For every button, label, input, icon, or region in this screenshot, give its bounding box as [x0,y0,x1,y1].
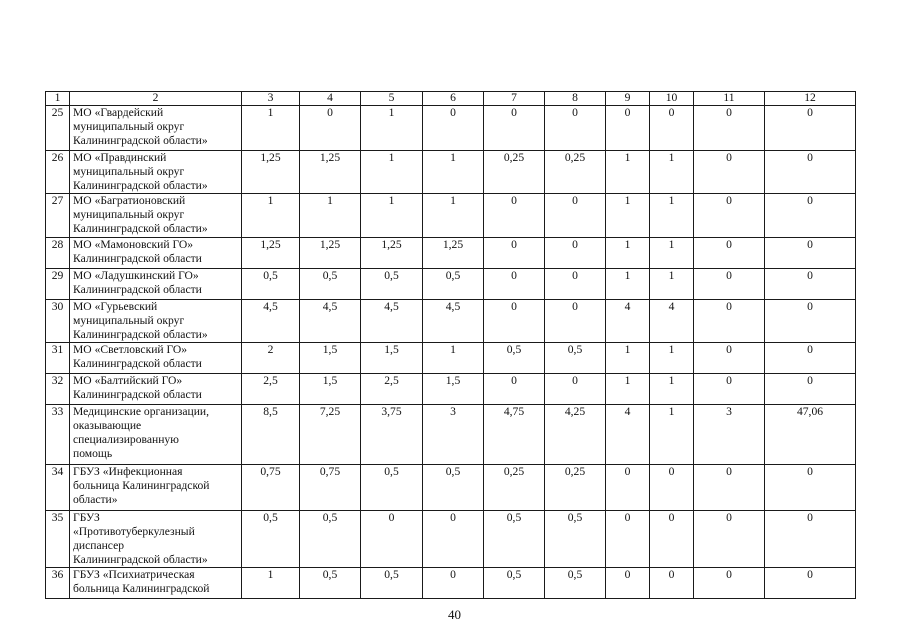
value-cell-col-8: 0 [545,194,606,238]
value-cell-col-12: 0 [765,374,856,405]
organization-name-line: «Противотуберкулезный [73,525,195,538]
organization-name-line: Медицинские организации, [73,405,210,418]
value-cell-col-11: 0 [694,374,765,405]
organization-name-line: ГБУЗ «Инфекционная [73,465,183,478]
organization-name [70,300,242,343]
table-row [46,568,856,599]
value-cell-col-11: 0 [694,106,765,151]
table-row [46,106,856,151]
value-cell-col-12: 0 [765,238,856,269]
column-header-8: 8 [545,92,606,106]
value-cell-col-12: 47,06 [765,405,856,465]
value-cell-col-4: 1,5 [300,343,361,374]
column-header-10: 10 [650,92,694,106]
value-cell-col-9: 4 [606,405,650,465]
value-cell-col-7: 0 [484,374,545,405]
organization-name-line: специализированную [73,433,179,446]
table-row [46,511,856,568]
row-number: 35 [46,511,70,568]
value-cell-col-9: 0 [606,511,650,568]
value-cell-col-11: 0 [694,300,765,343]
row-number: 33 [46,405,70,465]
organization-name-line: Калининградской области [73,252,202,265]
value-cell-col-9: 1 [606,238,650,269]
value-cell-col-12: 0 [765,465,856,511]
value-cell-col-5: 0,5 [361,568,423,599]
table-row [46,238,856,269]
value-cell-col-11: 0 [694,465,765,511]
table-row [46,151,856,194]
value-cell-col-6: 0 [423,511,484,568]
value-cell-col-7: 0,5 [484,343,545,374]
value-cell-col-6: 1 [423,151,484,194]
organization-name [70,568,242,599]
value-cell-col-11: 0 [694,511,765,568]
value-cell-col-10: 1 [650,194,694,238]
column-header-3: 3 [242,92,300,106]
row-number: 26 [46,151,70,194]
organization-name-line: Калининградской области» [73,222,208,235]
table-header-row [46,92,856,106]
value-cell-col-5: 0,5 [361,269,423,300]
organization-name-line: Калининградской области» [73,179,208,192]
value-cell-col-8: 0,5 [545,511,606,568]
table-row [46,374,856,405]
value-cell-col-8: 0,5 [545,568,606,599]
organization-name-line: Калининградской области [73,283,202,296]
value-cell-col-5: 1 [361,106,423,151]
value-cell-col-4: 4,5 [300,300,361,343]
organization-name-line: МО «Мамоновский ГО» [73,238,194,251]
value-cell-col-10: 1 [650,374,694,405]
organization-name-line: диспансер [73,539,125,552]
value-cell-col-6: 0 [423,106,484,151]
value-cell-col-7: 4,75 [484,405,545,465]
value-cell-col-6: 1 [423,194,484,238]
organization-name-line: помощь [73,447,113,460]
value-cell-col-9: 1 [606,151,650,194]
organization-name-line: оказывающие [73,419,142,432]
organization-name [70,194,242,238]
organization-name-line: МО «Балтийский ГО» [73,374,183,387]
column-header-12: 12 [765,92,856,106]
organization-name-line: муниципальный округ [73,165,185,178]
value-cell-col-5: 2,5 [361,374,423,405]
value-cell-col-10: 1 [650,405,694,465]
value-cell-col-4: 1,25 [300,238,361,269]
value-cell-col-9: 0 [606,106,650,151]
value-cell-col-11: 0 [694,194,765,238]
value-cell-col-3: 0,5 [242,511,300,568]
organization-name-line: Калининградской области» [73,134,208,147]
value-cell-col-5: 3,75 [361,405,423,465]
value-cell-col-3: 1 [242,568,300,599]
column-header-11: 11 [694,92,765,106]
organization-name-line: Калининградской области [73,388,202,401]
value-cell-col-10: 0 [650,465,694,511]
value-cell-col-9: 1 [606,374,650,405]
value-cell-col-4: 7,25 [300,405,361,465]
value-cell-col-5: 1,5 [361,343,423,374]
value-cell-col-7: 0 [484,300,545,343]
value-cell-col-5: 1 [361,151,423,194]
table-row [46,300,856,343]
table-row [46,343,856,374]
value-cell-col-5: 4,5 [361,300,423,343]
value-cell-col-7: 0,25 [484,151,545,194]
value-cell-col-4: 0,5 [300,568,361,599]
value-cell-col-8: 0,25 [545,465,606,511]
value-cell-col-7: 0 [484,238,545,269]
value-cell-col-9: 4 [606,300,650,343]
value-cell-col-3: 0,5 [242,269,300,300]
row-number: 30 [46,300,70,343]
value-cell-col-8: 0,25 [545,151,606,194]
value-cell-col-10: 0 [650,568,694,599]
column-header-7: 7 [484,92,545,106]
value-cell-col-7: 0,5 [484,511,545,568]
value-cell-col-3: 2 [242,343,300,374]
organization-name [70,343,242,374]
value-cell-col-12: 0 [765,343,856,374]
value-cell-col-12: 0 [765,269,856,300]
value-cell-col-11: 0 [694,151,765,194]
organization-name-line: МО «Светловский ГО» [73,343,188,356]
value-cell-col-10: 0 [650,511,694,568]
row-number: 32 [46,374,70,405]
value-cell-col-8: 4,25 [545,405,606,465]
column-header-5: 5 [361,92,423,106]
organization-name-line: ГБУЗ [73,511,100,524]
organization-name-line: МО «Гурьевский [73,300,158,313]
value-cell-col-12: 0 [765,151,856,194]
organization-name-line: МО «Гвардейский [73,106,164,119]
value-cell-col-5: 0 [361,511,423,568]
value-cell-col-3: 1 [242,194,300,238]
value-cell-col-6: 0,5 [423,465,484,511]
organization-name-line: МО «Багратионовский [73,194,186,207]
value-cell-col-7: 0 [484,269,545,300]
value-cell-col-10: 0 [650,106,694,151]
table-row [46,194,856,238]
value-cell-col-11: 0 [694,269,765,300]
value-cell-col-9: 0 [606,568,650,599]
organization-name [70,374,242,405]
value-cell-col-4: 0,75 [300,465,361,511]
value-cell-col-6: 0 [423,568,484,599]
value-cell-col-10: 1 [650,151,694,194]
value-cell-col-11: 0 [694,568,765,599]
value-cell-col-4: 0,5 [300,269,361,300]
value-cell-col-12: 0 [765,568,856,599]
value-cell-col-3: 2,5 [242,374,300,405]
value-cell-col-12: 0 [765,194,856,238]
value-cell-col-8: 0 [545,374,606,405]
value-cell-col-6: 1 [423,343,484,374]
row-number: 31 [46,343,70,374]
organization-name [70,238,242,269]
value-cell-col-6: 1,5 [423,374,484,405]
value-cell-col-8: 0 [545,238,606,269]
column-header-9: 9 [606,92,650,106]
row-number: 28 [46,238,70,269]
value-cell-col-5: 1,25 [361,238,423,269]
value-cell-col-12: 0 [765,300,856,343]
value-cell-col-3: 1,25 [242,151,300,194]
value-cell-col-7: 0 [484,106,545,151]
table-row [46,465,856,511]
value-cell-col-12: 0 [765,511,856,568]
value-cell-col-9: 1 [606,269,650,300]
column-header-4: 4 [300,92,361,106]
organization-name [70,106,242,151]
value-cell-col-4: 0 [300,106,361,151]
value-cell-col-8: 0,5 [545,343,606,374]
organization-name-line: ГБУЗ «Психиатрическая [73,568,195,581]
value-cell-col-6: 1,25 [423,238,484,269]
value-cell-col-4: 1 [300,194,361,238]
organization-name-line: области» [73,493,118,506]
value-cell-col-8: 0 [545,300,606,343]
value-cell-col-3: 1,25 [242,238,300,269]
value-cell-col-7: 0,5 [484,568,545,599]
table-row [46,269,856,300]
organization-name-line: муниципальный округ [73,120,185,133]
row-number: 29 [46,269,70,300]
value-cell-col-6: 3 [423,405,484,465]
organization-name-line: муниципальный округ [73,314,185,327]
organization-name-line: Калининградской области» [73,553,208,566]
row-number: 34 [46,465,70,511]
organization-name-line: больница Калининградской [73,479,210,492]
value-cell-col-11: 0 [694,343,765,374]
organization-name-line: МО «Ладушкинский ГО» [73,269,199,282]
value-cell-col-3: 8,5 [242,405,300,465]
value-cell-col-10: 1 [650,238,694,269]
value-cell-col-10: 1 [650,269,694,300]
value-cell-col-7: 0,25 [484,465,545,511]
data-table [45,91,856,599]
organization-name [70,269,242,300]
row-number: 27 [46,194,70,238]
organization-name [70,405,242,465]
organization-name-line: Калининградской области» [73,328,208,341]
table-body [46,106,856,599]
value-cell-col-6: 0,5 [423,269,484,300]
organization-name [70,151,242,194]
value-cell-col-3: 0,75 [242,465,300,511]
value-cell-col-12: 0 [765,106,856,151]
table-row [46,405,856,465]
value-cell-col-8: 0 [545,269,606,300]
value-cell-col-6: 4,5 [423,300,484,343]
value-cell-col-11: 0 [694,238,765,269]
organization-name-line: Калининградской области [73,357,202,370]
organization-name-line: муниципальный округ [73,208,185,221]
column-header-2: 2 [70,92,242,106]
value-cell-col-4: 1,25 [300,151,361,194]
value-cell-col-4: 0,5 [300,511,361,568]
value-cell-col-11: 3 [694,405,765,465]
value-cell-col-7: 0 [484,194,545,238]
page-number: 40 [448,607,461,622]
row-number: 36 [46,568,70,599]
column-header-1: 1 [46,92,70,106]
organization-name-line: МО «Правдинский [73,151,167,164]
value-cell-col-9: 1 [606,194,650,238]
value-cell-col-5: 0,5 [361,465,423,511]
value-cell-col-3: 1 [242,106,300,151]
value-cell-col-9: 0 [606,465,650,511]
row-number: 25 [46,106,70,151]
value-cell-col-10: 1 [650,343,694,374]
value-cell-col-4: 1,5 [300,374,361,405]
column-header-6: 6 [423,92,484,106]
organization-name [70,511,242,568]
organization-name-line: больница Калининградской [73,582,210,595]
organization-name [70,465,242,511]
value-cell-col-8: 0 [545,106,606,151]
value-cell-col-9: 1 [606,343,650,374]
value-cell-col-5: 1 [361,194,423,238]
value-cell-col-10: 4 [650,300,694,343]
value-cell-col-3: 4,5 [242,300,300,343]
